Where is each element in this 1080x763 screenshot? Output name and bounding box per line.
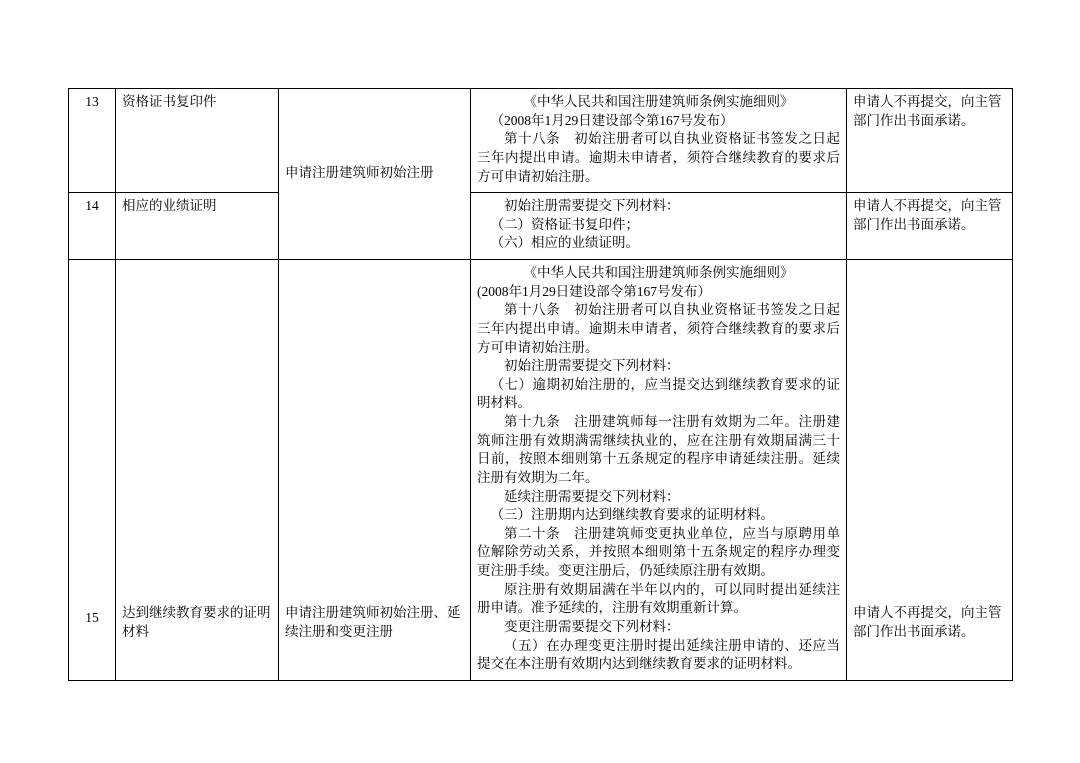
row-number: 14 (69, 193, 116, 260)
remark-text: 申请人不再提交，向主管部门作出书面承诺。 (853, 605, 1002, 639)
basis-line: 第二十条 注册建筑师变更执业单位，应当与原聘用单位解除劳动关系，并按照本细则第十五条规定的程序办理变更注册手续。变更注册后，仍延续原注册有效期。 (477, 525, 840, 578)
apply-item (279, 89, 471, 260)
basis-line: （七）逾期初始注册的，应当提交达到继续教育要求的证明材料。 (477, 376, 840, 411)
basis-line: （二）资格证书复印件； (490, 216, 639, 232)
apply-item-label: 申请注册建筑师初始注册 (285, 164, 434, 180)
table-row (69, 193, 1013, 260)
remark (847, 260, 1013, 681)
basis-line: 初始注册需要提交下列材料： (504, 358, 680, 374)
basis-line: （三）注册期内达到继续教育要求的证明材料。 (490, 507, 774, 523)
basis-line: 初始注册需要提交下列材料： (504, 198, 680, 214)
basis-line: 《中华人民共和国注册建筑师条例实施细则》 (523, 94, 794, 109)
basis-line: 原注册有效期届满在半年以内的，可以同时提出延续注册申请。准予延续的，注册有效期重新计算。 (477, 581, 840, 616)
legal-basis (471, 260, 847, 681)
basis-line: 第十九条 注册建筑师每一注册有效期为二年。注册建筑师注册有效期满需继续执业的，应在注册有效期届满三十日前，按照本细则第十五条规定的程序申请延续注册。延续注册有效期为二年。 (477, 414, 840, 485)
basis-line: 变更注册需要提交下列材料： (504, 618, 680, 634)
apply-item-label: 申请注册建筑师初始注册、延续注册和变更注册 (285, 605, 461, 639)
row-number: 13 (69, 89, 116, 193)
table-container (68, 88, 1012, 681)
basis-line: 《中华人民共和国注册建筑师条例实施细则》 (523, 265, 794, 280)
row-number (69, 260, 116, 681)
material-name: 资格证书复印件 (116, 89, 279, 193)
requirements-table (68, 88, 1013, 681)
legal-basis (471, 193, 847, 260)
remark: 申请人不再提交，向主管部门作出书面承诺。 (847, 193, 1013, 260)
material-name: 相应的业绩证明 (116, 193, 279, 260)
table-row (69, 260, 1013, 681)
material-name-text: 达到继续教育要求的证明材料 (122, 605, 271, 639)
basis-line: 第十八条 初始注册者可以自执业资格证书签发之日起三年内提出申请。逾期未申请者，须符合继续教育的要求后方可申请初始注册。 (477, 131, 840, 184)
basis-line: （六）相应的业绩证明。 (490, 235, 639, 251)
legal-basis (471, 89, 847, 193)
remark: 申请人不再提交，向主管部门作出书面承诺。 (847, 89, 1013, 193)
basis-line: 第十八条 初始注册者可以自执业资格证书签发之日起三年内提出申请。逾期未申请者，须符合继续教育的要求后方可申请初始注册。 (477, 302, 840, 355)
basis-line: （五）在办理变更注册时提出延续注册申请的、还应当提交在本注册有效期内达到继续教育要求的证明材料。 (477, 637, 840, 672)
row-number-text: 15 (85, 610, 99, 625)
material-name (116, 260, 279, 681)
table-row (69, 89, 1013, 193)
basis-line: （2008年1月29日建设部令第167号发布） (490, 112, 734, 128)
basis-line: 延续注册需要提交下列材料： (504, 488, 680, 504)
apply-item (279, 260, 471, 681)
basis-line: (2008年1月29日建设部令第167号发布） (477, 283, 711, 299)
